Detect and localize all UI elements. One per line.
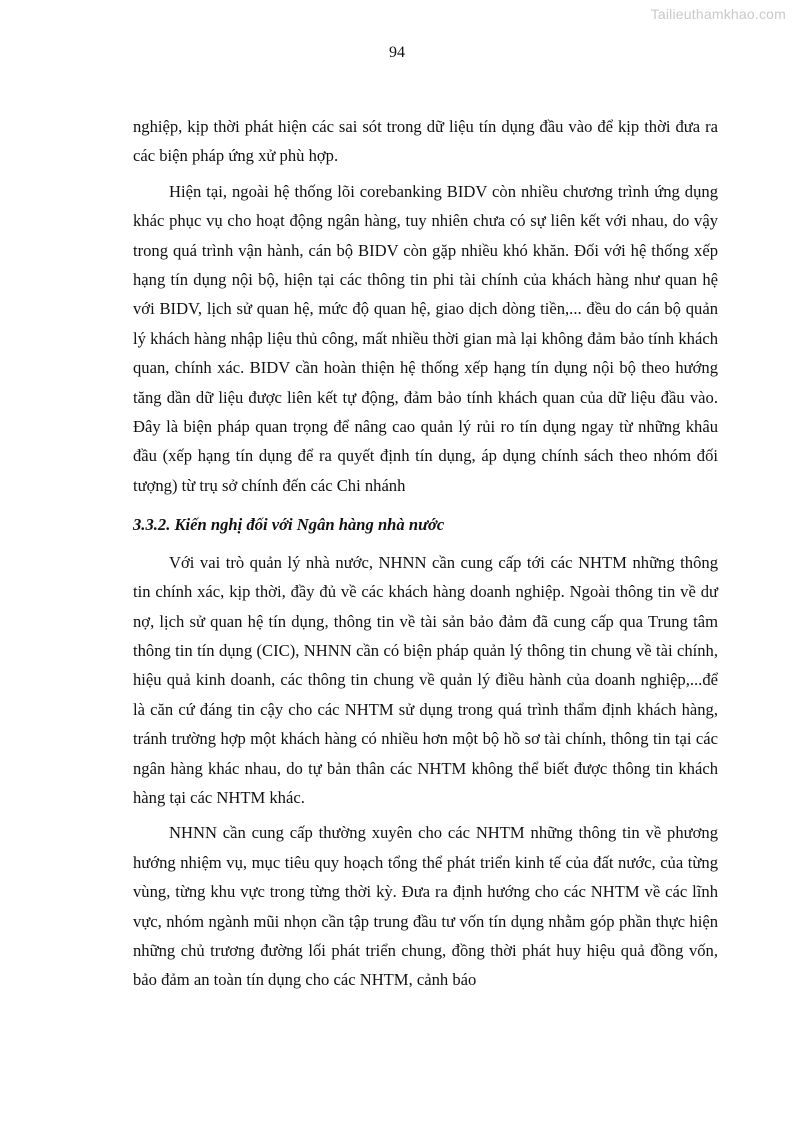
paragraph-continuation: nghiệp, kịp thời phát hiện các sai sót trong dữ liệu tín dụng đầu vào để kịp thời đưa ra các biện pháp ứng xử phù hợp.: [133, 117, 718, 166]
page-number: 94: [389, 44, 405, 61]
section-heading: 3.3.2. Kiến nghị đối với Ngân hàng nhà nước: [133, 515, 445, 535]
watermark-text: Tailieuthamkhao.com: [650, 6, 786, 22]
document-body: [133, 112, 718, 1001]
paragraph-nhnn-information: NHNN cần cung cấp thường xuyên cho các NHTM những thông tin về phương hướng nhiệm vụ, mục tiêu quy hoạch tổng thể phát triển kinh tế của đất nước, của từng vùng, từng khu vực trong từng thời kỳ. Đưa ra định hướng cho các NHTM về các lĩnh vực, nhóm ngành mũi nhọn cần tập trung đầu tư vốn tín dụng nhằm góp phần thực hiện những chủ trương đường lối phát triển chung, đồng thời phát huy hiệu quả đồng vốn, bảo đảm an toàn tín dụng cho các NHTM, cảnh báo: [133, 823, 718, 990]
paragraph-nhnn-role: Với vai trò quản lý nhà nước, NHNN cần cung cấp tới các NHTM những thông tin chính xác, kịp thời, đầy đủ về các khách hàng doanh nghiệp. Ngoài thông tin về dư nợ, lịch sử quan hệ tín dụng, thông tin về tài sản bảo đảm đã cung cấp qua Trung tâm thông tin tín dụng (CIC), NHNN cần có biện pháp quản lý thông tin chung về tài chính, hiệu quả kinh doanh, các thông tin chung về quản lý điều hành của doanh nghiệp,...để là căn cứ đáng tin cậy cho các NHTM sử dụng trong quá trình thẩm định khách hàng, tránh trường hợp một khách hàng có nhiều hơn một bộ hồ sơ tài chính, thông tin tại các ngân hàng khác nhau, do tự bản thân các NHTM không thể biết được thông tin khách hàng tại các NHTM khác.: [133, 552, 718, 807]
paragraph-bidv-systems: Hiện tại, ngoài hệ thống lõi corebanking BIDV còn nhiều chương trình ứng dụng khác phục vụ cho hoạt động ngân hàng, tuy nhiên chưa có sự liên kết với nhau, do vậy trong quá trình vận hành, cán bộ BIDV còn gặp nhiều khó khăn. Đối với hệ thống xếp hạng tín dụng nội bộ, hiện tại các thông tin phi tài chính của khách hàng như quan hệ với BIDV, lịch sử quan hệ, mức độ quan hệ, giao dịch dòng tiền,... đều do cán bộ quản lý khách hàng nhập liệu thủ công, mất nhiều thời gian mà lại không đảm bảo tính khách quan, chính xác. BIDV cần hoàn thiện hệ thống xếp hạng tín dụng nội bộ theo hướng tăng dần dữ liệu được liên kết tự động, đảm bảo tính khách quan của dữ liệu đầu vào. Đây là biện pháp quan trọng để nâng cao quản lý rủi ro tín dụng ngay từ những khâu đầu (xếp hạng tín dụng để ra quyết định tín dụng, áp dụng chính sách theo nhóm đối tượng) từ trụ sở chính đến các Chi nhánh: [133, 181, 718, 495]
